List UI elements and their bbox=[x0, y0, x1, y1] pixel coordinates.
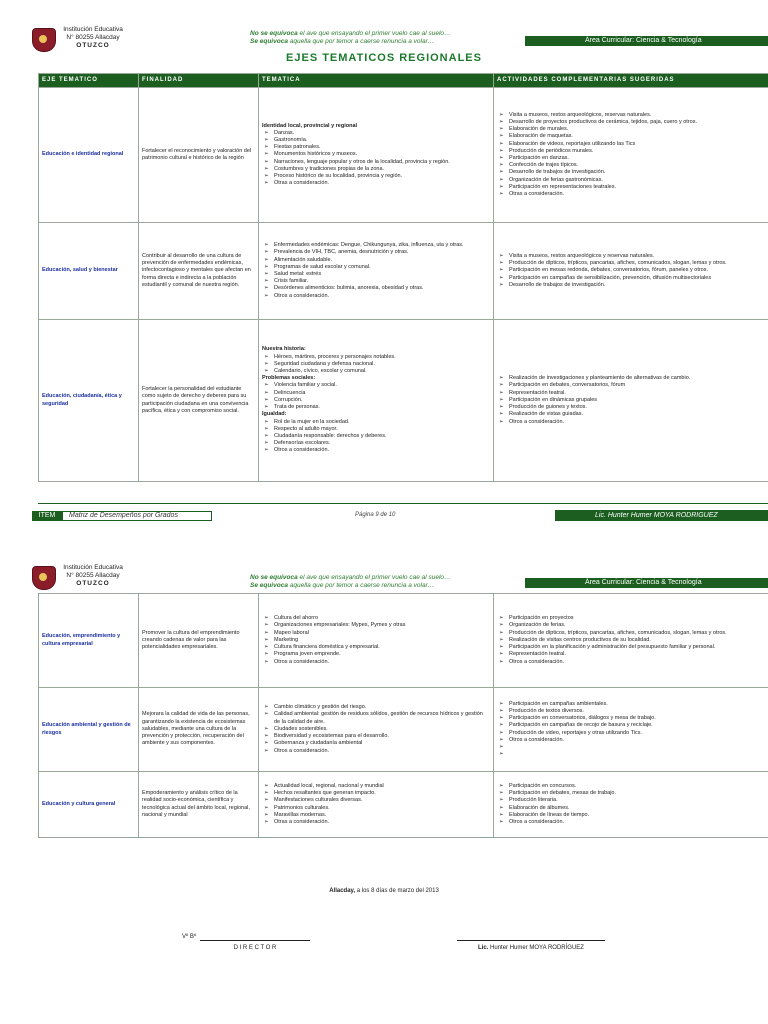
quote-bold-1: No se equivoca bbox=[250, 574, 298, 581]
list-item: ➢ Elaboración de murales. bbox=[497, 126, 765, 133]
list-item: ➢ Calidad ambiental: gestión de residuos sólidos, gestión de recursos hídricos y gestión de la calidad de aire. bbox=[262, 711, 490, 725]
col-tematica: TEMATICA bbox=[259, 74, 494, 88]
list-item: ➢ Programas de salud escolar y comunal. bbox=[262, 264, 490, 271]
list-item: ➢ Danzas. bbox=[262, 130, 490, 137]
tematica-cell bbox=[259, 594, 494, 688]
finalidad-cell: Mejorara la calidad de vida de las personas, garantizando la existencia de ecosistemas saludables, mediante una cultura de la prevención y protección, recuperación del ambiente y sus componentes. bbox=[139, 688, 259, 772]
list-item: ➢ Elaboración de videos, reportajes utilizando las Tics bbox=[497, 141, 765, 148]
list-item: ➢ Realización de visitas centros productivos de su localidad. bbox=[497, 637, 765, 644]
actividades-cell bbox=[494, 772, 768, 838]
school-crest-icon bbox=[32, 28, 56, 52]
list-item: ➢ Programa joven emprende. bbox=[262, 651, 490, 658]
page-title: EJES TEMATICOS REGIONALES bbox=[286, 52, 482, 64]
list-item: ➢ Desarrollo de trabajos de investigación. bbox=[497, 282, 765, 289]
tematica-cell bbox=[259, 320, 494, 482]
finalidad-cell: Empoderamiento y análisis crítico de la realidad socio-económica, científica y tecnológica actual del ámbito local, regional, nacional y mundial bbox=[139, 772, 259, 838]
actividades-list bbox=[497, 112, 765, 198]
group-heading: Nuestra historia: bbox=[262, 346, 306, 353]
actividades-cell bbox=[494, 320, 768, 482]
list-item: ➢ Costumbres y tradiciones propias de la zona. bbox=[262, 166, 490, 173]
list-item: ➢ Rol de la mujer en la sociedad. bbox=[262, 419, 490, 426]
list-item: ➢ Representación teatral. bbox=[497, 651, 765, 658]
list-item: ➢ Visita a museos, restos arqueológicos y reservas naturales. bbox=[497, 253, 765, 260]
tematica-list bbox=[262, 615, 490, 665]
list-item: ➢ Participación en campañas ambientales. bbox=[497, 701, 765, 708]
list-item: ➢ Otras a consideración. bbox=[262, 180, 490, 187]
header-quote bbox=[250, 574, 451, 590]
area-bar: Área Curricular: Ciencia & Tecnología bbox=[525, 36, 768, 46]
list-item: ➢ Otros a consideración. bbox=[262, 748, 490, 755]
tematica-cell bbox=[259, 772, 494, 838]
table-header-row bbox=[39, 74, 768, 88]
list-item: ➢ Realización de vistas guiadas. bbox=[497, 411, 765, 418]
eje-cell: Educación y cultura general bbox=[39, 772, 139, 838]
list-item: ➢ Otros a consideración. bbox=[497, 659, 765, 666]
tematica-cell bbox=[259, 688, 494, 772]
tematica-heading: Identidad local, provincial y regional bbox=[262, 122, 358, 129]
list-item: ➢ Organización de ferias gastronómicas. bbox=[497, 177, 765, 184]
list-item: ➢ Participación en representaciones teatrales. bbox=[497, 184, 765, 191]
finalidad-cell: Promover la cultura del emprendimiento creando cadenas de valor para las potencialidades empresariales. bbox=[139, 594, 259, 688]
quote-bold-2: Se equivoca bbox=[250, 582, 288, 589]
list-item: ➢ Narraciones, lenguaje popular y otros de la localidad, provincia y región. bbox=[262, 159, 490, 166]
list-item: ➢ Calendario, cívico, escolar y comunal. bbox=[262, 368, 490, 375]
list-item: ➢ Confección de trajes típicos. bbox=[497, 162, 765, 169]
list-item: ➢ Elaboración de líneas de tiempo. bbox=[497, 812, 765, 819]
list-item: ➢ Participación en la planificación y administración del presupuesto familiar y personal. bbox=[497, 644, 765, 651]
actividades-list bbox=[497, 615, 765, 665]
list-item: ➢ Otros a consideración. bbox=[262, 293, 490, 300]
list-item: ➢ Violencia familiar y social. bbox=[262, 382, 490, 389]
list-item bbox=[497, 744, 765, 751]
tematica-list bbox=[262, 242, 490, 300]
list-item: ➢ Delincuencia bbox=[262, 390, 490, 397]
list-item: ➢ Producción de dípticos, trípticos, pancartas, afiches, comunicados, slogan, lemas y otros. bbox=[497, 630, 765, 637]
list-item: ➢ Desórdenes alimenticios: bulimia, anorexia, obesidad y otras. bbox=[262, 285, 490, 292]
list-item: ➢ Fiestas patronales. bbox=[262, 144, 490, 151]
institution-line3: OTUZCO bbox=[76, 42, 110, 49]
actividades-cell bbox=[494, 688, 768, 772]
quote-rest-1: el ave que ensayando el primer vuelo cae al suelo… bbox=[297, 574, 451, 581]
ejes-table-page1 bbox=[38, 73, 768, 482]
list-item: ➢ Otros a consideración. bbox=[262, 447, 490, 454]
list-item bbox=[497, 751, 765, 758]
actividades-cell bbox=[494, 594, 768, 688]
list-item: ➢ Crisis familiar. bbox=[262, 278, 490, 285]
tematica-list bbox=[262, 704, 490, 754]
footer-page-number: Página 9 de 10 bbox=[355, 512, 396, 518]
institution-block bbox=[58, 26, 128, 50]
actividades-list bbox=[497, 253, 765, 289]
school-crest-icon bbox=[32, 566, 56, 590]
list-item: ➢ Proceso histórico de su localidad, provincia y región. bbox=[262, 173, 490, 180]
list-item: ➢ Otros a consideración. bbox=[497, 737, 765, 744]
list-item: ➢ Realización de investigaciones y planteamiento de alternativas de cambio. bbox=[497, 375, 765, 382]
footer-divider bbox=[38, 503, 768, 504]
area-bar: Área Curricular: Ciencia & Tecnología bbox=[525, 578, 768, 588]
quote-rest-1: el ave que ensayando el primer vuelo cae al suelo… bbox=[297, 30, 451, 37]
director-signature-line bbox=[200, 940, 310, 941]
table-row bbox=[39, 88, 768, 223]
list-item: ➢ Participación en dinámicas grupales bbox=[497, 397, 765, 404]
header-quote bbox=[250, 30, 451, 46]
list-item: ➢ Otros a consideración. bbox=[262, 659, 490, 666]
lic-bold: Lic. bbox=[478, 945, 489, 951]
list-item: ➢ Monumentos históricos y museos. bbox=[262, 151, 490, 158]
finalidad-cell: Fortalecer la personalidad del estudiante como sujeto de derecho y deberes para su participación ciudadana en una convivencia pacífica, ética y con compromiso social. bbox=[139, 320, 259, 482]
list-item: ➢ Producción literaria. bbox=[497, 797, 765, 804]
table-row bbox=[39, 320, 768, 482]
list-item: ➢ Participación en campañas de recojo de basura y reciclaje. bbox=[497, 722, 765, 729]
institution-line2: N° 80255 Allacday bbox=[66, 34, 120, 41]
group-heading: Problemas sociales: bbox=[262, 375, 316, 382]
list-item: ➢ Producción de periódicos murales. bbox=[497, 148, 765, 155]
list-item: ➢ Producción de textos diversos. bbox=[497, 708, 765, 715]
actividades-cell bbox=[494, 223, 768, 320]
list-item: ➢ Desarrollo de proyectos productivos de cerámica, tejidos, paja, cuero y otros. bbox=[497, 119, 765, 126]
list-item: ➢ Participación en proyectos bbox=[497, 615, 765, 622]
list-item: ➢ Defensorías escolares. bbox=[262, 440, 490, 447]
col-eje: EJE TEMATICO bbox=[39, 74, 139, 88]
list-item: ➢ Prevalencia de VIH, TBC, anemia, desnutrición y otras. bbox=[262, 249, 490, 256]
list-item: ➢ Producción de guiones y textos. bbox=[497, 404, 765, 411]
list-item: ➢ Gobernanza y ciudadanía ambiental bbox=[262, 740, 490, 747]
list-item: ➢ Participación en concursos. bbox=[497, 783, 765, 790]
list-item: ➢ Elaboración de álbumes. bbox=[497, 805, 765, 812]
institution-line2: N° 80255 Allacday bbox=[66, 572, 120, 579]
director-label: D I R E C T O R bbox=[233, 945, 277, 951]
list-item: ➢ Trata de personas. bbox=[262, 404, 490, 411]
tematica-list bbox=[262, 382, 490, 411]
list-item: ➢ Mapeo laboral bbox=[262, 630, 490, 637]
vb-text: Vº Bº bbox=[182, 934, 197, 940]
author-signature bbox=[457, 945, 605, 951]
footer-matriz: Matriz de Desempeños por Grados bbox=[62, 511, 212, 521]
closing-place: Allacday, bbox=[329, 888, 356, 894]
table-row bbox=[39, 223, 768, 320]
actividades-list bbox=[497, 701, 765, 759]
ejes-table-page2 bbox=[38, 593, 768, 838]
table-row bbox=[39, 594, 768, 688]
quote-rest-2: aquella que por temor a caerse renuncia a volar… bbox=[287, 38, 435, 45]
list-item: ➢ Cultura financiera doméstica y empresarial. bbox=[262, 644, 490, 651]
institution-line3: OTUZCO bbox=[76, 580, 110, 587]
actividades-list bbox=[497, 783, 765, 826]
tematica-list bbox=[262, 419, 490, 455]
list-item: ➢ Marketing bbox=[262, 637, 490, 644]
finalidad-cell: Fortalecer el reconocimiento y valoración del patrimonio cultural e histórico de la región bbox=[139, 88, 259, 223]
list-item: ➢ Participación en campañas de sensibilización, prevención, difusión multisectoriales bbox=[497, 275, 765, 282]
list-item: ➢ Organizaciones empresariales: Mypes, Pymes y otras bbox=[262, 622, 490, 629]
list-item: ➢ Ciudades sostenibles. bbox=[262, 726, 490, 733]
eje-cell: Educación, salud y bienestar bbox=[39, 223, 139, 320]
group-heading: Igualdad: bbox=[262, 411, 287, 418]
footer-author: Lic. Hunter Humer MOYA RODRIGUEZ bbox=[555, 510, 768, 521]
list-item: ➢ Corrupción. bbox=[262, 397, 490, 404]
tematica-list bbox=[262, 783, 490, 826]
institution-block bbox=[58, 564, 128, 588]
list-item: ➢ Participación en danzas. bbox=[497, 155, 765, 162]
list-item: ➢ Enfermedades endémicas: Dengue, Chikungunya, zika, influenza, uta y otras. bbox=[262, 242, 490, 249]
quote-bold-1: No se equivoca bbox=[250, 30, 298, 37]
institution-line1: Institución Educativa bbox=[63, 564, 123, 571]
author-signature-line bbox=[457, 940, 605, 941]
table-row bbox=[39, 688, 768, 772]
actividades-list bbox=[497, 375, 765, 425]
quote-rest-2: aquella que por temor a caerse renuncia a volar… bbox=[287, 582, 435, 589]
actividades-cell bbox=[494, 88, 768, 223]
list-item: ➢ Participación en conversatorios, diálogos y mesa de trabajo. bbox=[497, 715, 765, 722]
tematica-list bbox=[262, 354, 490, 376]
list-item: ➢ Biodiversidad y ecosistemas para el desarrollo. bbox=[262, 733, 490, 740]
list-item: ➢ Otros a consideración. bbox=[497, 819, 765, 826]
tematica-cell bbox=[259, 223, 494, 320]
list-item: ➢ Producción de video, reportajes y otras utilizando Tics. bbox=[497, 730, 765, 737]
eje-cell: Educación e identidad regional bbox=[39, 88, 139, 223]
col-finalidad: FINALIDAD bbox=[139, 74, 259, 88]
list-item: ➢ Participación en mesas redonda, debates, conversatorios, fórum, paneles y otros. bbox=[497, 267, 765, 274]
list-item: ➢ Ciudadanía responsable: derechos y deberes. bbox=[262, 433, 490, 440]
eje-cell: Educación, ciudadanía, ética y seguridad bbox=[39, 320, 139, 482]
vb-label bbox=[182, 934, 196, 940]
list-item: ➢ Respecto al adulto mayor. bbox=[262, 426, 490, 433]
list-item: ➢ Desarrollo de trabajos de investigación. bbox=[497, 169, 765, 176]
list-item: ➢ Patrimonios culturales. bbox=[262, 805, 490, 812]
eje-cell: Educación ambiental y gestión de riesgos bbox=[39, 688, 139, 772]
eje-cell: Educación, emprendimiento y cultura empresarial bbox=[39, 594, 139, 688]
list-item: ➢ Visita a museos, restos arqueológicos, reservas naturales. bbox=[497, 112, 765, 119]
list-item: ➢ Producción de dípticos, trípticos, pancartas, afiches, comunicados, slogan, lemas y otros. bbox=[497, 260, 765, 267]
quote-bold-2: Se equivoca bbox=[250, 38, 288, 45]
list-item: ➢ Actualidad local, regional, nacional y mundial bbox=[262, 783, 490, 790]
list-item: ➢ Otros a consideración. bbox=[497, 419, 765, 426]
list-item: ➢ Otras a consideración. bbox=[497, 191, 765, 198]
tematica-list bbox=[262, 130, 490, 188]
finalidad-cell: Contribuir al desarrollo de una cultura de prevención de enfermedades endémicas, infectocontagioso y mentales que afectan en forma directa e indirecta a la población estudiantil y comunal de nuestra región. bbox=[139, 223, 259, 320]
list-item: ➢ Seguridad ciudadana y defensa nacional. bbox=[262, 361, 490, 368]
list-item: ➢ Héroes, mártires, proceres y personajes notables. bbox=[262, 354, 490, 361]
list-item: ➢ Organización de ferias. bbox=[497, 622, 765, 629]
closing-date bbox=[0, 888, 768, 894]
list-item: ➢ Participación en debates, conversatorios, fórum bbox=[497, 382, 765, 389]
list-item: ➢ Participación en debates, mesas de trabajo. bbox=[497, 790, 765, 797]
list-item: ➢ Manifestaciones culturales diversas. bbox=[262, 797, 490, 804]
list-item: ➢ Gastronomía. bbox=[262, 137, 490, 144]
list-item: ➢ Representación teatral. bbox=[497, 390, 765, 397]
lic-name: Hunter Humer MOYA RODRÍGUEZ bbox=[488, 945, 584, 951]
table-row bbox=[39, 772, 768, 838]
list-item: ➢ Cultura del ahorro bbox=[262, 615, 490, 622]
list-item: ➢ Maravillas modernas. bbox=[262, 812, 490, 819]
institution-line1: Institución Educativa bbox=[63, 26, 123, 33]
col-actividades: ACTIVIDADES COMPLEMENTARIAS SUGERIDAS bbox=[494, 74, 768, 88]
list-item: ➢ Hechos resaltantes que generan impacto. bbox=[262, 790, 490, 797]
closing-date-text: a los 8 días de marzo del 2013 bbox=[355, 888, 439, 894]
list-item: ➢ Otras a consideración. bbox=[262, 819, 490, 826]
list-item: ➢ Alimentación saludable. bbox=[262, 257, 490, 264]
footer-item: ITEM bbox=[32, 511, 62, 521]
tematica-cell bbox=[259, 88, 494, 223]
list-item: ➢ Cambio climático y gestión del riesgo. bbox=[262, 704, 490, 711]
list-item: ➢ Elaboración de maquetas. bbox=[497, 133, 765, 140]
list-item: ➢ Salud metal: estrés bbox=[262, 271, 490, 278]
